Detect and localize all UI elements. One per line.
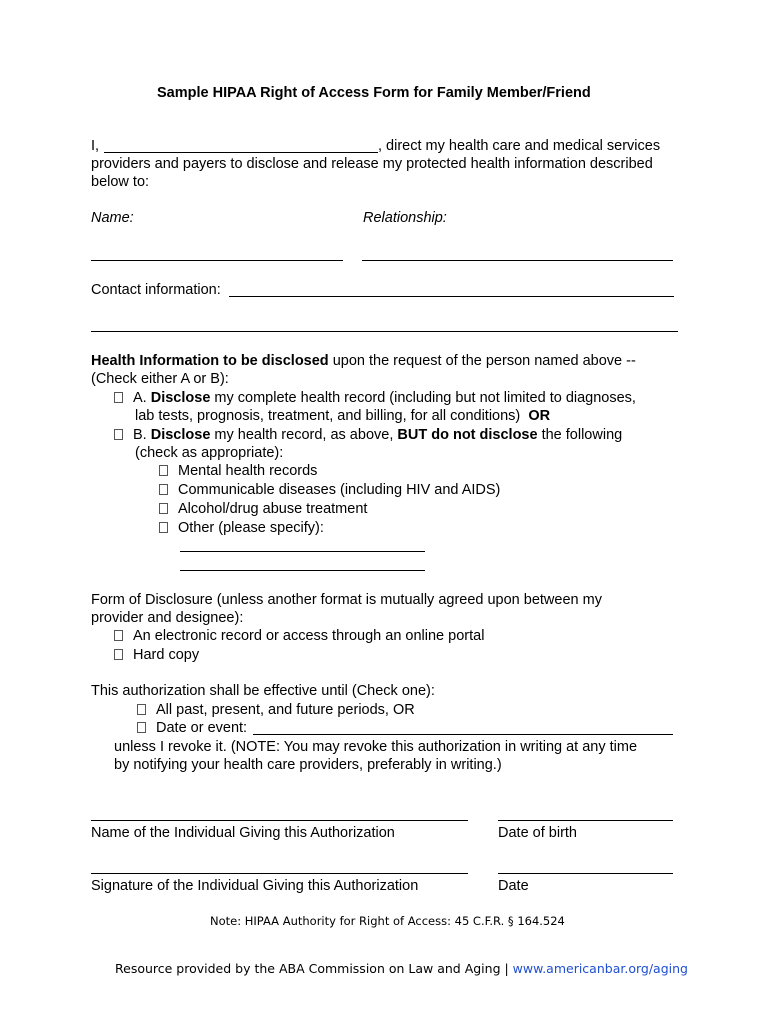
authorization-option-label: All past, present, and future periods, OR (156, 702, 415, 718)
intro-line1-rest: , direct my health care and medical services (378, 138, 661, 154)
option-b-line2: (check as appropriate): (135, 445, 284, 461)
sub-option-checkbox[interactable] (159, 465, 168, 476)
date-field[interactable] (498, 873, 673, 874)
contact-field[interactable] (229, 296, 674, 297)
option-b-bold: Disclose (150, 427, 211, 443)
contact-field-line2[interactable] (91, 331, 678, 332)
authorization-checkbox[interactable] (137, 722, 146, 733)
disclosure-checkbox[interactable] (114, 649, 123, 660)
authorization-checkbox[interactable] (137, 704, 146, 715)
option-b-checkbox[interactable] (114, 429, 123, 440)
sub-option-label: Alcohol/drug abuse treatment (178, 501, 368, 517)
signature-field[interactable] (91, 873, 468, 874)
sub-option-checkbox[interactable] (159, 484, 168, 495)
sub-option-label: Other (please specify): (178, 520, 324, 536)
name-label: Name: (91, 210, 134, 226)
signature-label: Signature of the Individual Giving this Authorization (91, 878, 419, 894)
form-disclosure-line2: provider and designee): (91, 610, 244, 626)
other-specify-field[interactable] (180, 551, 425, 552)
recipient-name-field[interactable] (91, 260, 343, 261)
footer-text: Resource provided by the ABA Commission on Law and Aging | (115, 961, 513, 976)
footer-link[interactable]: www.americanbar.org/aging (512, 961, 688, 976)
sub-option-checkbox[interactable] (159, 522, 168, 533)
revoke-line1: unless I revoke it. (NOTE: You may revoke this authorization in writing at any time (114, 739, 638, 755)
health-info-heading-rest: upon the request of the person named above -- (328, 353, 636, 369)
option-b-mid: my health record, as above, (210, 427, 398, 443)
option-a-letter: A. (133, 390, 147, 406)
option-a-line2-text: lab tests, prognosis, treatment, and billing, for all conditions) (135, 408, 521, 424)
option-b (114, 427, 622, 443)
option-b-letter: B. (133, 427, 147, 443)
sub-option-label: Mental health records (178, 463, 318, 479)
option-a-or: OR (528, 408, 551, 424)
authorization-option2 (137, 720, 247, 736)
intro-line3: below to: (91, 174, 150, 190)
footer (115, 961, 688, 976)
option-b-bold2: BUT do not disclose (397, 427, 538, 443)
option-b-rest: the following (537, 427, 623, 443)
authorization-option-label: Date or event: (156, 720, 248, 736)
date-of-birth-field[interactable] (498, 820, 673, 821)
intro-prefix: I, (91, 138, 100, 154)
form-disclosure-line1: Form of Disclosure (unless another format is mutually agreed upon between my (91, 592, 602, 608)
date-label: Date (498, 878, 529, 894)
authorization-heading: This authorization shall be effective until (Check one): (91, 683, 435, 699)
date-of-birth-label: Date of birth (498, 825, 577, 841)
sub-option-other (159, 520, 324, 536)
disclosure-option-label: Hard copy (133, 647, 200, 663)
individual-name-label: Name of the Individual Giving this Authorization (91, 825, 395, 841)
health-info-heading (91, 353, 636, 369)
sub-option-alcohol (159, 501, 367, 517)
individual-name-blank[interactable] (104, 152, 378, 153)
relationship-field[interactable] (362, 260, 673, 261)
contact-label: Contact information: (91, 282, 221, 298)
revoke-line2: by notifying your health care providers, preferably in writing.) (114, 757, 502, 773)
disclosure-checkbox[interactable] (114, 630, 123, 641)
other-specify-field-2[interactable] (180, 570, 425, 571)
date-event-field[interactable] (253, 734, 673, 735)
page-title: Sample HIPAA Right of Access Form for Family Member/Friend (157, 85, 591, 101)
health-info-instruction: (Check either A or B): (91, 371, 229, 387)
health-info-heading-bold: Health Information to be disclosed (91, 353, 329, 369)
option-a-rest: my complete health record (including but not limited to diagnoses, (210, 390, 636, 406)
legal-note: Note: HIPAA Authority for Right of Access: 45 C.F.R. § 164.524 (210, 914, 565, 928)
disclosure-option-hardcopy (114, 647, 199, 663)
individual-name-field[interactable] (91, 820, 468, 821)
relationship-label: Relationship: (363, 210, 447, 226)
disclosure-option-electronic (114, 628, 484, 644)
sub-option-mental (159, 463, 317, 479)
intro-line2: providers and payers to disclose and release my protected health information described (91, 156, 653, 172)
authorization-option1 (137, 702, 415, 718)
option-a-line2 (135, 408, 550, 424)
sub-option-label: Communicable diseases (including HIV and AIDS) (178, 482, 501, 498)
option-a (114, 390, 636, 406)
sub-option-communicable (159, 482, 500, 498)
option-a-checkbox[interactable] (114, 392, 123, 403)
disclosure-option-label: An electronic record or access through an online portal (133, 628, 485, 644)
sub-option-checkbox[interactable] (159, 503, 168, 514)
option-a-bold: Disclose (150, 390, 211, 406)
